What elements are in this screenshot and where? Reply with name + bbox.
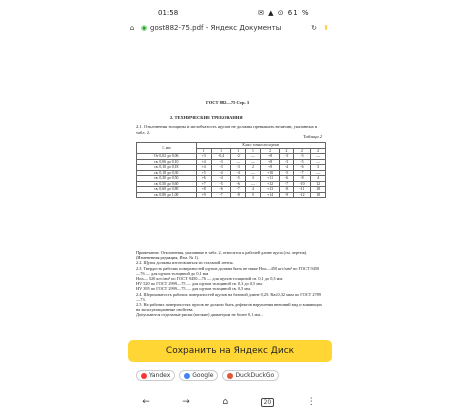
table-cell: -8: [293, 176, 311, 182]
table-cell: +3: [196, 154, 211, 160]
table-title: Таблица 2: [303, 134, 322, 139]
bookmark-yandex[interactable]: [136, 370, 175, 381]
table-cell: 18: [311, 192, 326, 198]
note-line: Примечание. Отклонения, указанные в табл. 2, относятся к рабочей длине щупа (см. чертеж).: [136, 250, 308, 255]
section-title: 2. ТЕХНИЧЕСКИЕ ТРЕБОВАНИЯ: [170, 115, 243, 120]
table-cell: —: [246, 170, 261, 176]
reload-icon[interactable]: ↻: [311, 24, 317, 32]
table-cell: -9: [280, 192, 293, 198]
table-header-thickness: 1, мм: [137, 143, 197, 154]
table-cell: -3: [211, 165, 231, 171]
table-cell: +8: [196, 187, 211, 193]
page-header: ГОСТ 882—75 Стр. 3: [206, 100, 250, 105]
back-icon[interactable]: ←: [142, 397, 150, 407]
note-line: (Измененная редакция, Изм. № 1).: [136, 255, 199, 261]
table-header-cell: 2: [280, 148, 293, 154]
save-to-disk-button[interactable]: Сохранить на Яндекс Диск: [128, 340, 332, 362]
bookmarks-bar: [136, 370, 279, 381]
table-cell: -10: [293, 181, 311, 187]
table-cell: +7: [196, 181, 211, 187]
table-cell: св. 0,50 до 0,60: [137, 181, 197, 187]
table-header-group: Класс точности щупов: [196, 143, 326, 149]
table-cell: -3: [280, 159, 293, 165]
table-cell: -3: [211, 159, 231, 165]
table-row: [137, 192, 326, 198]
table-cell: -7: [231, 187, 246, 193]
table-cell: -5: [293, 159, 311, 165]
note-line: 2.4. Шероховатость рабочих поверхностей щупов на базовой длине 0,25: Ra≤0,32 мкм по ГОСТ 2789—73.: [136, 291, 321, 302]
bookmark-icon: [141, 373, 147, 379]
table-cell: +6: [196, 176, 211, 182]
table-cell: -0,4: [211, 154, 231, 160]
table-header-cell: 1: [211, 148, 231, 154]
table-cell: -7: [280, 181, 293, 187]
note-line: Допускаются отдельные риски (мелкие) диаметром не более 0,1 мм...: [136, 312, 264, 318]
table-cell: -3: [231, 165, 246, 171]
table-header-cell: 2: [311, 148, 326, 154]
table-cell: -5: [211, 181, 231, 187]
bookmark-duckduckgo[interactable]: [222, 370, 279, 381]
note-line: 2.3. Твердость рабочих поверхностей щупов должна быть не ниже Hₘₙ—450 кгс/мм² по ГОСТ 9450—76 — для щупов толщиной до 0,1 мм: [136, 265, 320, 276]
tolerance-table: [136, 142, 326, 198]
table-cell: -8: [231, 192, 246, 198]
table-cell: 2: [246, 165, 261, 171]
table-cell: От 0,02 до 0,06: [137, 154, 197, 160]
notes-block: [136, 250, 322, 318]
table-cell: +8: [260, 159, 279, 165]
table-cell: -11: [293, 187, 311, 193]
url-text[interactable]: gost882-75.pdf - Яндекс Документы: [150, 24, 282, 32]
table-cell: +5: [196, 170, 211, 176]
bookmark-label: DuckDuckGo: [235, 372, 275, 379]
home-icon[interactable]: ⌂: [129, 24, 135, 32]
table-cell: св. 0,80 до 1,00: [137, 192, 197, 198]
table-cell: +8: [260, 154, 279, 160]
table-cell: св. 0,60 до 0,80: [137, 187, 197, 193]
table-header-cell: 1: [231, 148, 246, 154]
table-cell: 5: [246, 192, 261, 198]
table-cell: —: [246, 154, 261, 160]
bookmark-label: Google: [192, 372, 214, 379]
table-cell: -4: [280, 165, 293, 171]
table-header-cell: 1: [246, 148, 261, 154]
table-cell: +9: [260, 165, 279, 171]
bookmark-label: Yandex: [149, 372, 171, 379]
table-cell: 4: [311, 176, 326, 182]
table-cell: +12: [260, 181, 279, 187]
table-cell: 3: [246, 176, 261, 182]
table-cell: -6: [231, 181, 246, 187]
secure-icon: ◉: [140, 24, 148, 32]
table-cell: -4: [231, 170, 246, 176]
note-line: 2.5. На рабочих поверхностях щупов не должно быть дефектов нарушения внешний вид и влияющих на эксплуатационные свойства.: [136, 302, 322, 313]
table-cell: св. 0,30 до 0,50: [137, 176, 197, 182]
table-cell: -4: [211, 170, 231, 176]
table-cell: -2: [231, 154, 246, 160]
table-cell: +4: [196, 165, 211, 171]
table-cell: -6: [211, 187, 231, 193]
table-cell: +13: [260, 187, 279, 193]
table-header-cell: 2: [293, 148, 311, 154]
home-icon[interactable]: ⌂: [222, 397, 229, 407]
share-icon[interactable]: ⬆: [323, 24, 329, 32]
table-cell: +11: [260, 176, 279, 182]
menu-icon[interactable]: ⋮: [306, 397, 316, 407]
table-cell: -7: [211, 192, 231, 198]
paragraph-2-1: 2.1. Отклонения толщины и желобчатость щупов не должны превышать величин, указанных в табл. 2.: [136, 124, 318, 135]
table-cell: 12: [311, 181, 326, 187]
table-cell: +14: [260, 192, 279, 198]
table-cell: -3: [280, 154, 293, 160]
bookmark-icon: [184, 373, 190, 379]
table-cell: -5: [293, 154, 311, 160]
table-cell: -6: [280, 176, 293, 182]
table-cell: -5: [231, 176, 246, 182]
status-icons: ✉ ▲ ⊙ 61 %: [258, 9, 310, 17]
table-cell: -8: [280, 187, 293, 193]
table-cell: —: [311, 159, 326, 165]
address-bar[interactable]: [126, 18, 332, 38]
table-cell: св. 0,18 до 0,30: [137, 170, 197, 176]
table-cell: 18: [311, 187, 326, 193]
table-cell: —: [311, 154, 326, 160]
table-header-cell: 2: [260, 148, 279, 154]
table-cell: 3: [311, 165, 326, 171]
table-cell: +4: [196, 159, 211, 165]
table-cell: —: [246, 159, 261, 165]
table-cell: —: [231, 159, 246, 165]
tabs-count[interactable]: 20: [261, 398, 275, 407]
note-line: Hₘₙ— 520 кгс/мм² по ГОСТ 9450—76 — для щупов толщиной св. 0,1 до 0,3 мм.: [136, 276, 284, 282]
bookmark-icon: [227, 373, 233, 379]
table-cell: —: [311, 170, 326, 176]
table-header-cell: 1: [196, 148, 211, 154]
note-line: HV 520 по ГОСТ 2999—75 — для щупов толщиной св. 0,3 до 0,5 мм.: [136, 281, 263, 287]
nav-bar: [126, 392, 332, 412]
table-cell: 4: [246, 187, 261, 193]
table-cell: -7: [293, 170, 311, 176]
table-cell: -6: [293, 165, 311, 171]
table-cell: св. 0,10 до 0,18: [137, 165, 197, 171]
table-cell: —: [246, 181, 261, 187]
clock: 01:58: [158, 9, 179, 17]
forward-icon[interactable]: →: [182, 397, 190, 407]
table-cell: св. 0,06 до 0,10: [137, 159, 197, 165]
table-cell: +9: [196, 192, 211, 198]
note-line: HV 395 по ГОСТ 2999—75 — для щупов толщиной св. 0,5 мм.: [136, 286, 251, 292]
table-cell: -12: [293, 192, 311, 198]
table-cell: +10: [260, 170, 279, 176]
bookmark-google[interactable]: [179, 370, 218, 381]
note-line: 2.2. Щупы должны изготовляться из стальной ленты.: [136, 260, 234, 266]
battery-level: 61 %: [287, 9, 310, 17]
table-cell: -4: [211, 176, 231, 182]
table-cell: -5: [280, 170, 293, 176]
